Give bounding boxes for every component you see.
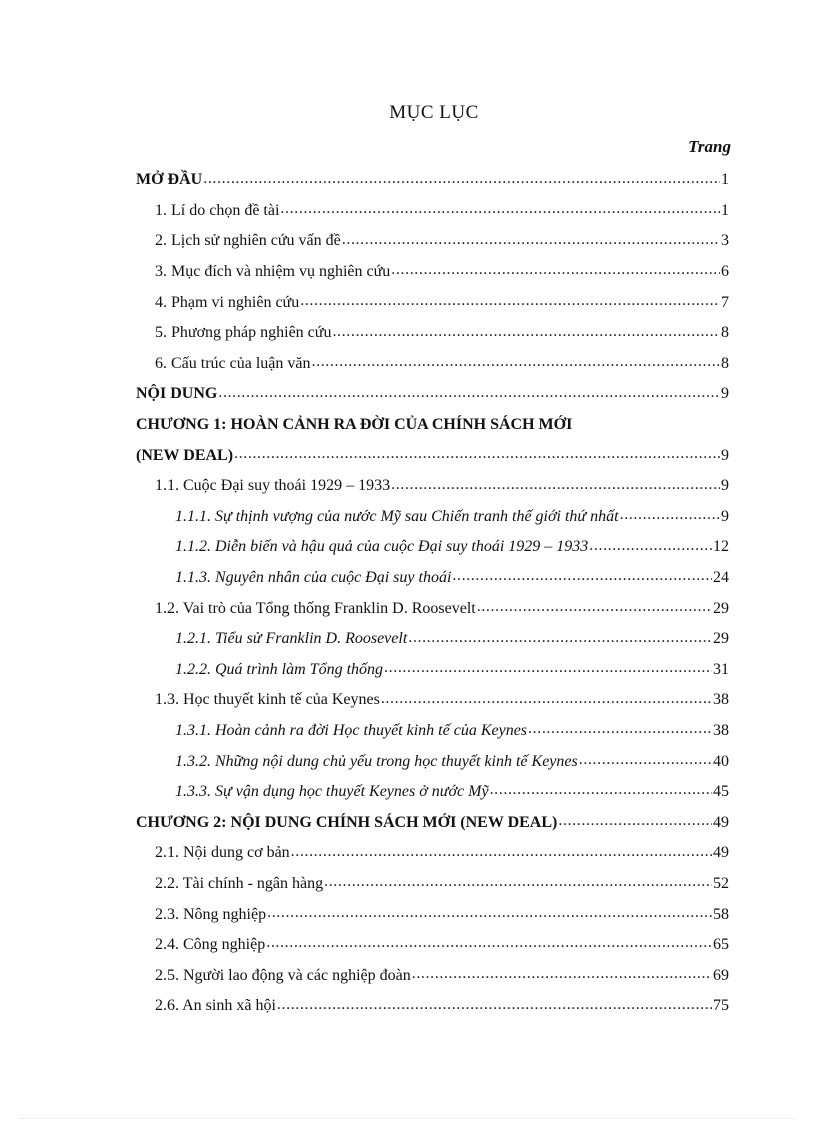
toc-entry[interactable]	[0, 318, 729, 349]
toc-entry[interactable]	[0, 471, 729, 502]
toc-entry-page-number: 8	[721, 354, 729, 372]
toc-entry[interactable]	[0, 502, 729, 533]
dot-leader	[312, 353, 721, 379]
toc-entry-page-number: 75	[713, 997, 729, 1015]
toc-entry-title: NỘI DUNG	[136, 385, 218, 403]
toc-entry-title: 6. Cấu trúc của luận văn	[155, 354, 311, 372]
dot-leader	[218, 384, 720, 410]
toc-entry-title: 2.4. Công nghiệp	[155, 936, 266, 954]
toc-entry-page-number: 8	[721, 324, 729, 342]
toc-entry[interactable]	[0, 991, 729, 1022]
toc-entry-title: 1.3.2. Những nội dung chủ yếu trong học thuyết kinh tế Keynes	[175, 752, 578, 770]
toc-entry[interactable]	[0, 838, 729, 869]
toc-entry-page-number: 29	[713, 630, 729, 648]
toc-entry[interactable]	[0, 257, 729, 288]
toc-entry[interactable]	[0, 440, 729, 471]
toc-entry-page-number: 38	[713, 721, 729, 739]
toc-entry[interactable]	[0, 685, 729, 716]
toc-entry-title: 2.1. Nội dung cơ bản	[155, 844, 290, 862]
toc-entry-page-number: 49	[713, 813, 729, 831]
toc-entry[interactable]	[0, 624, 729, 655]
toc-entry-title: 2.3. Nông nghiệp	[155, 905, 267, 923]
toc-entry[interactable]	[0, 930, 729, 961]
dot-leader	[558, 812, 712, 838]
toc-entry-title: 2.2. Tài chính - ngân hàng	[155, 874, 324, 892]
toc-entry-title: 1.2. Vai trò của Tổng thống Franklin D. Roosevelt	[155, 599, 476, 617]
toc-entry[interactable]	[0, 655, 729, 686]
toc-entry-page-number: 9	[721, 446, 729, 464]
toc-entry-title: 2.6. An sinh xã hội	[155, 997, 276, 1015]
toc-entry-title: 1.1. Cuộc Đại suy thoái 1929 – 1933	[155, 477, 391, 495]
toc-entry-title: 4. Phạm vi nghiên cứu	[155, 293, 300, 311]
toc-entry-title: 1.1.3. Nguyên nhân của cuộc Đại suy thoái	[175, 569, 452, 587]
toc-entry[interactable]	[0, 869, 729, 900]
dot-leader	[391, 476, 720, 502]
toc-entry[interactable]	[0, 226, 729, 257]
toc-entry[interactable]	[0, 196, 729, 227]
toc-entry-page-number: 9	[721, 477, 729, 495]
toc-entry-page-number: 1	[721, 171, 729, 189]
toc-entry[interactable]	[0, 287, 729, 318]
toc-entry[interactable]	[0, 807, 729, 838]
toc-entry-page-number: 40	[713, 752, 729, 770]
toc-entry-title: CHƯƠNG 1: HOÀN CẢNH RA ĐỜI CỦA CHÍNH SÁCH MỚI	[136, 416, 573, 434]
dot-leader	[620, 506, 720, 532]
dot-leader	[528, 720, 712, 746]
dot-leader	[381, 690, 712, 716]
dot-leader	[490, 781, 712, 807]
toc-entry-title: 1.3.1. Hoàn cảnh ra đời Học thuyết kinh tế của Keynes	[175, 721, 528, 739]
toc-entry[interactable]	[0, 165, 729, 196]
toc-entry-title: 1.3.3. Sự vận dụng học thuyết Keynes ở nước Mỹ	[175, 783, 489, 801]
dot-leader	[408, 629, 712, 655]
page-bottom-divider	[20, 1118, 796, 1119]
dot-leader	[342, 231, 720, 257]
dot-leader	[589, 537, 712, 563]
toc-entry-page-number: 38	[713, 691, 729, 709]
toc-entry-title: 3. Mục đích và nhiệm vụ nghiên cứu	[155, 263, 391, 281]
toc-entry-page-number: 45	[713, 783, 729, 801]
toc-entry[interactable]	[0, 593, 729, 624]
toc-entry[interactable]	[0, 777, 729, 808]
page-title: MỤC LỤC	[389, 102, 479, 123]
toc-entry-title: CHƯƠNG 2: NỘI DUNG CHÍNH SÁCH MỚI (NEW DEAL)	[136, 813, 558, 831]
toc-entry-page-number: 12	[713, 538, 729, 556]
toc-entry[interactable]	[0, 716, 729, 747]
toc-entry-page-number: 6	[721, 263, 729, 281]
toc-entry-page-number: 58	[713, 905, 729, 923]
toc-entry[interactable]	[0, 410, 729, 441]
dot-leader	[291, 843, 712, 869]
dot-leader	[234, 445, 720, 471]
dot-leader	[267, 904, 712, 930]
toc-entry-page-number: 9	[721, 507, 729, 525]
toc-entry-title: MỞ ĐẦU	[136, 171, 203, 189]
toc-entry-title: 2. Lịch sử nghiên cứu vấn đề	[155, 232, 341, 250]
dot-leader	[280, 200, 720, 226]
toc-entry-page-number: 29	[713, 599, 729, 617]
toc-entry-page-number: 7	[721, 293, 729, 311]
table-of-contents	[0, 165, 816, 1022]
toc-entry[interactable]	[0, 349, 729, 380]
dot-leader	[477, 598, 712, 624]
toc-entry-page-number: 69	[713, 966, 729, 984]
dot-leader	[324, 873, 712, 899]
toc-entry-title: 1.1.2. Diễn biến và hậu quả của cuộc Đại suy thoái 1929 – 1933	[175, 538, 589, 556]
toc-entry-title: 1.3. Học thuyết kinh tế của Keynes	[155, 691, 380, 709]
dot-leader	[266, 934, 712, 960]
dot-leader	[384, 659, 712, 685]
toc-entry[interactable]	[0, 899, 729, 930]
toc-entry-title: 1.2.2. Quá trình làm Tổng thống	[175, 660, 384, 678]
toc-entry-page-number: 49	[713, 844, 729, 862]
toc-entry-page-number: 24	[713, 569, 729, 587]
toc-entry-title: 1. Lí do chọn đề tài	[155, 201, 280, 219]
dot-leader	[277, 996, 712, 1022]
toc-entry-page-number: 65	[713, 936, 729, 954]
dot-leader	[203, 170, 720, 196]
toc-entry-title: 1.1.1. Sự thịnh vượng của nước Mỹ sau Chiến tranh thế giới thứ nhất	[175, 507, 619, 525]
toc-entry-page-number: 1	[721, 201, 729, 219]
toc-entry[interactable]	[0, 379, 729, 410]
toc-entry[interactable]	[0, 746, 729, 777]
toc-entry[interactable]	[0, 532, 729, 563]
toc-entry-page-number: 3	[721, 232, 729, 250]
toc-entry[interactable]	[0, 960, 729, 991]
toc-entry[interactable]	[0, 563, 729, 594]
page-column-label: Trang	[688, 137, 731, 156]
toc-entry-page-number: 52	[713, 874, 729, 892]
toc-entry-title: 5. Phương pháp nghiên cứu	[155, 324, 332, 342]
dot-leader	[300, 292, 720, 318]
dot-leader	[391, 261, 720, 287]
toc-entry-page-number: 9	[721, 385, 729, 403]
dot-leader	[579, 751, 712, 777]
dot-leader	[452, 567, 712, 593]
dot-leader	[332, 323, 720, 349]
toc-entry-page-number: 31	[713, 660, 729, 678]
dot-leader	[412, 965, 712, 991]
toc-entry-title: 1.2.1. Tiểu sử Franklin D. Roosevelt	[175, 630, 408, 648]
toc-entry-title: (NEW DEAL)	[136, 446, 234, 464]
toc-entry-title: 2.5. Người lao động và các nghiệp đoàn	[155, 966, 411, 984]
